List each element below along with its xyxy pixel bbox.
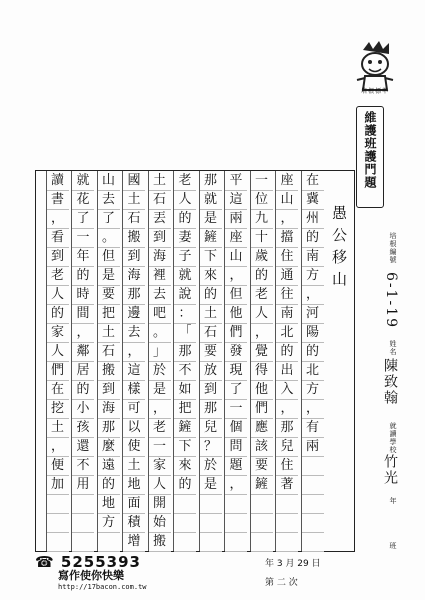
- grid-cell: 了: [98, 209, 120, 229]
- grid-cell: 以: [123, 418, 145, 438]
- grid-cell: [302, 494, 324, 514]
- grid-cell: 把: [174, 399, 196, 419]
- grid-cell: 兒: [276, 437, 298, 457]
- grid-cell: ：: [174, 304, 196, 324]
- grid-cell: 人: [174, 190, 196, 210]
- grid-cell: 有: [302, 418, 324, 438]
- grid-cell: 石: [98, 342, 120, 362]
- grid-cell: 是: [200, 209, 222, 229]
- grid-cell: 用: [72, 475, 94, 495]
- grid-cell: 陽: [302, 323, 324, 343]
- grid-cell: 發: [225, 342, 247, 362]
- grid-cell: 應: [251, 418, 273, 438]
- grid-cell: 的: [276, 342, 298, 362]
- essay-title: 愚公移山: [330, 205, 348, 293]
- grid-cell: ，: [251, 323, 273, 343]
- grid-cell: 但: [98, 247, 120, 267]
- grid-cell: 們: [251, 399, 273, 419]
- grid-cell: 往: [276, 285, 298, 305]
- grid-cell: ，: [72, 323, 94, 343]
- grid-cell: 到: [200, 380, 222, 400]
- grid-cell: 家: [149, 456, 171, 476]
- grid-cell: ？: [200, 437, 222, 457]
- grid-cell: 遠: [98, 456, 120, 476]
- grid-cell: 但: [225, 285, 247, 305]
- grid-cell: 還: [72, 437, 94, 457]
- grid-cell: 來: [174, 456, 196, 476]
- grid-cell: 便: [47, 456, 69, 476]
- grid-cell: ，: [276, 399, 298, 419]
- grid-cell: [47, 532, 69, 552]
- grid-cell: 的: [251, 266, 273, 286]
- grid-cell: 去: [98, 190, 120, 210]
- grid-cell: [174, 513, 196, 533]
- grid-cell: 的: [200, 285, 222, 305]
- grid-cell: 是: [149, 380, 171, 400]
- grid-cell: [302, 513, 324, 533]
- grid-cell: 年: [72, 247, 94, 267]
- grid-cell: 不: [72, 456, 94, 476]
- text-column: [97, 171, 120, 551]
- text-column: [250, 171, 273, 551]
- grid-cell: 鏟: [174, 418, 196, 438]
- grid-cell: 方: [98, 513, 120, 533]
- grid-cell: 兩: [225, 209, 247, 229]
- grid-cell: 搬: [123, 228, 145, 248]
- grid-cell: 土: [47, 418, 69, 438]
- grid-cell: 的: [302, 228, 324, 248]
- grid-cell: 小: [72, 399, 94, 419]
- grid-cell: ，: [276, 209, 298, 229]
- grid-cell: 。: [149, 323, 171, 343]
- grid-cell: 題: [225, 456, 247, 476]
- grid-cell: 問: [225, 437, 247, 457]
- grid-cell: 看: [47, 228, 69, 248]
- grid-cell: 海: [149, 247, 171, 267]
- grid-cell: 海: [123, 266, 145, 286]
- grid-cell: 著: [276, 475, 298, 495]
- grid-cell: [72, 513, 94, 533]
- grid-cell: [302, 456, 324, 476]
- class-suffix: 班: [389, 542, 397, 550]
- grid-cell: 那: [98, 418, 120, 438]
- grid-cell: 那: [123, 285, 145, 305]
- grid-cell: 出: [276, 361, 298, 381]
- grid-cell: [276, 513, 298, 533]
- grid-cell: 於: [149, 361, 171, 381]
- grid-cell: 河: [302, 304, 324, 324]
- grid-cell: [251, 532, 273, 552]
- grid-cell: [276, 532, 298, 552]
- grid-cell: 住: [276, 247, 298, 267]
- grid-cell: 」: [149, 342, 171, 362]
- grid-cell: 州: [302, 209, 324, 229]
- logo-caption: 培根標準: [360, 88, 389, 95]
- grid-cell: 石: [149, 190, 171, 210]
- grid-cell: 老: [149, 418, 171, 438]
- grid-cell: ，: [149, 399, 171, 419]
- text-column: [122, 171, 145, 551]
- grid-cell: 通: [276, 266, 298, 286]
- grid-cell: 邊: [123, 304, 145, 324]
- grid-cell: [302, 475, 324, 495]
- grid-cell: ，: [302, 285, 324, 305]
- grid-cell: 座: [276, 171, 298, 191]
- grid-cell: 土: [123, 190, 145, 210]
- name-label: 姓名: [389, 340, 397, 356]
- grid-cell: 一: [225, 399, 247, 419]
- grid-cell: 搬: [149, 532, 171, 552]
- grid-cell: [174, 494, 196, 514]
- grid-cell: [251, 513, 273, 533]
- grid-cell: 就: [200, 190, 222, 210]
- grid-cell: 的: [98, 475, 120, 495]
- grid-cell: 要: [251, 456, 273, 476]
- grid-cell: 不: [174, 361, 196, 381]
- grid-cell: 兩: [302, 437, 324, 457]
- grid-cell: 這: [225, 190, 247, 210]
- text-column: [148, 171, 171, 551]
- grid-cell: 於: [200, 456, 222, 476]
- grid-cell: 在: [47, 380, 69, 400]
- grid-cell: 土: [200, 304, 222, 324]
- grid-cell: 。: [98, 228, 120, 248]
- grid-cell: ，: [47, 437, 69, 457]
- grid-cell: 可: [123, 399, 145, 419]
- grid-cell: 覺: [251, 342, 273, 362]
- grid-cell: 放: [200, 361, 222, 381]
- grid-cell: 十: [251, 228, 273, 248]
- grid-cell: 一: [251, 171, 273, 191]
- grid-cell: 的: [302, 342, 324, 362]
- grid-cell: [72, 532, 94, 552]
- grid-cell: 歲: [251, 247, 273, 267]
- grid-cell: [251, 494, 273, 514]
- grid-cell: 書: [47, 190, 69, 210]
- grid-cell: 鏟: [200, 228, 222, 248]
- grid-cell: 得: [251, 361, 273, 381]
- grid-cell: 如: [174, 380, 196, 400]
- grid-cell: ，: [225, 475, 247, 495]
- grid-cell: [98, 532, 120, 552]
- grid-cell: 北: [276, 323, 298, 343]
- grid-cell: 南: [276, 304, 298, 324]
- grid-cell: 這: [123, 361, 145, 381]
- grid-cell: 土: [123, 456, 145, 476]
- grid-cell: 的: [174, 209, 196, 229]
- grid-cell: ，: [302, 399, 324, 419]
- grid-cell: 到: [47, 247, 69, 267]
- grid-cell: [47, 513, 69, 533]
- grid-cell: 加: [47, 475, 69, 495]
- grid-cell: 一: [72, 228, 94, 248]
- text-column: [46, 171, 69, 551]
- grid-cell: 吧: [149, 304, 171, 324]
- grid-cell: 人: [47, 342, 69, 362]
- grid-cell: 個: [225, 418, 247, 438]
- grid-cell: 的: [72, 266, 94, 286]
- grid-cell: 樣: [123, 380, 145, 400]
- grid-cell: 那: [200, 399, 222, 419]
- grid-cell: 地: [98, 494, 120, 514]
- grid-cell: 老: [174, 171, 196, 191]
- grid-cell: 就: [174, 266, 196, 286]
- grid-cell: 「: [174, 323, 196, 343]
- grid-cell: 他: [251, 380, 273, 400]
- grid-cell: 石: [200, 323, 222, 343]
- grid-cell: 國: [123, 171, 145, 191]
- grid-cell: 到: [98, 380, 120, 400]
- grid-cell: 妻: [174, 228, 196, 248]
- grid-cell: [200, 513, 222, 533]
- grid-cell: 搬: [98, 361, 120, 381]
- grid-cell: 座: [225, 228, 247, 248]
- phone-icon: ☎: [35, 553, 55, 571]
- school-label: 就讀學校: [389, 422, 397, 454]
- grid-cell: 人: [47, 285, 69, 305]
- grid-cell: 一: [149, 437, 171, 457]
- grid-cell: 時: [72, 285, 94, 305]
- grid-cell: 土: [149, 171, 171, 191]
- grid-cell: 地: [123, 475, 145, 495]
- grid-cell: 麼: [98, 437, 120, 457]
- grid-cell: 海: [98, 399, 120, 419]
- grid-cell: 始: [149, 513, 171, 533]
- grid-cell: 子: [174, 247, 196, 267]
- grid-cell: 孩: [72, 418, 94, 438]
- text-column: [71, 171, 94, 551]
- grid-cell: 入: [276, 380, 298, 400]
- attempt-field: 第 二 次: [265, 578, 298, 588]
- grid-cell: 家: [47, 323, 69, 343]
- grid-cell: 開: [149, 494, 171, 514]
- grid-cell: 土: [98, 323, 120, 343]
- review-stamp: [356, 106, 384, 208]
- grid-cell: 他: [225, 304, 247, 324]
- grid-cell: 到: [123, 247, 145, 267]
- grid-cell: 的: [47, 304, 69, 324]
- grid-cell: 們: [225, 323, 247, 343]
- grid-cell: 們: [47, 361, 69, 381]
- grid-cell: 方: [302, 266, 324, 286]
- grid-cell: 增: [123, 532, 145, 552]
- grid-cell: 方: [302, 380, 324, 400]
- grid-cell: 那: [200, 171, 222, 191]
- text-column: [173, 171, 196, 551]
- grid-cell: 把: [98, 304, 120, 324]
- grid-cell: 石: [123, 209, 145, 229]
- grid-cell: 的: [72, 380, 94, 400]
- grid-cell: 了: [225, 380, 247, 400]
- grid-cell: 下: [200, 247, 222, 267]
- grid-cell: 鄰: [72, 342, 94, 362]
- grid-cell: 該: [251, 437, 273, 457]
- grid-cell: 就: [72, 171, 94, 191]
- class-label: 培根編號: [389, 232, 397, 264]
- grid-cell: 那: [276, 418, 298, 438]
- grid-cell: 來: [200, 266, 222, 286]
- grid-cell: [174, 532, 196, 552]
- grid-cell: 要: [200, 342, 222, 362]
- grid-cell: 說: [174, 285, 196, 305]
- grid-cell: 去: [149, 285, 171, 305]
- grid-cell: [200, 532, 222, 552]
- grid-cell: 面: [123, 494, 145, 514]
- grid-cell: 的: [174, 475, 196, 495]
- grid-cell: 老: [251, 285, 273, 305]
- grid-cell: ，: [123, 342, 145, 362]
- grid-cell: 丟: [149, 209, 171, 229]
- website-url: http://17bacon.com.tw: [58, 583, 147, 591]
- grid-cell: 是: [98, 266, 120, 286]
- writing-grid: [35, 170, 355, 552]
- student-info: [360, 232, 400, 562]
- grid-cell: [72, 494, 94, 514]
- grid-cell: 去: [123, 323, 145, 343]
- grid-cell: 兒: [200, 418, 222, 438]
- grid-cell: 積: [123, 513, 145, 533]
- grid-cell: 花: [72, 190, 94, 210]
- grid-cell: 南: [302, 247, 324, 267]
- grid-cell: 擋: [276, 228, 298, 248]
- grid-cell: 住: [276, 456, 298, 476]
- text-column: [224, 171, 247, 551]
- grid-cell: 北: [302, 361, 324, 381]
- grid-cell: 挖: [47, 399, 69, 419]
- grid-cell: 山: [276, 190, 298, 210]
- grid-cell: 了: [72, 209, 94, 229]
- grid-cell: [225, 532, 247, 552]
- grid-cell: 老: [47, 266, 69, 286]
- grid-cell: 現: [225, 361, 247, 381]
- phone-value: 5255393: [60, 553, 141, 571]
- stamp-text: 維護班護門題: [363, 111, 377, 189]
- grid-cell: 位: [251, 190, 273, 210]
- grid-cell: 山: [225, 247, 247, 267]
- grid-cell: 使: [123, 437, 145, 457]
- text-column: [275, 171, 298, 551]
- grid-cell: 裡: [149, 266, 171, 286]
- grid-cell: [200, 494, 222, 514]
- date-field: 年 3 月 29 日: [265, 559, 321, 569]
- grid-cell: 在: [302, 171, 324, 191]
- grid-cell: [225, 513, 247, 533]
- grid-cell: 間: [72, 304, 94, 324]
- grid-cell: [276, 494, 298, 514]
- grid-cell: [47, 494, 69, 514]
- name-value: 陳致翰: [382, 358, 398, 406]
- grid-cell: 居: [72, 361, 94, 381]
- grid-cell: 要: [98, 285, 120, 305]
- grid-cell: 人: [149, 475, 171, 495]
- school-value: 竹光: [382, 454, 398, 486]
- grid-cell: 那: [174, 342, 196, 362]
- grid-cell: 鏟: [251, 475, 273, 495]
- class-value: 6-1-19: [383, 272, 399, 330]
- grid-cell: 下: [174, 437, 196, 457]
- grid-cell: 讀: [47, 171, 69, 191]
- grid-cell: ，: [225, 266, 247, 286]
- text-column: [301, 171, 324, 551]
- grade-label: 年: [389, 497, 397, 505]
- grid-cell: ，: [47, 209, 69, 229]
- grid-cell: 是: [200, 475, 222, 495]
- text-column: [199, 171, 222, 551]
- grid-cell: 平: [225, 171, 247, 191]
- slogan: 寫作使你快樂: [58, 569, 124, 582]
- grid-cell: 冀: [302, 190, 324, 210]
- grid-cell: 山: [98, 171, 120, 191]
- grid-cell: 人: [251, 304, 273, 324]
- grid-cell: [302, 532, 324, 552]
- grid-cell: [225, 494, 247, 514]
- grid-cell: 到: [149, 228, 171, 248]
- grid-cell: 九: [251, 209, 273, 229]
